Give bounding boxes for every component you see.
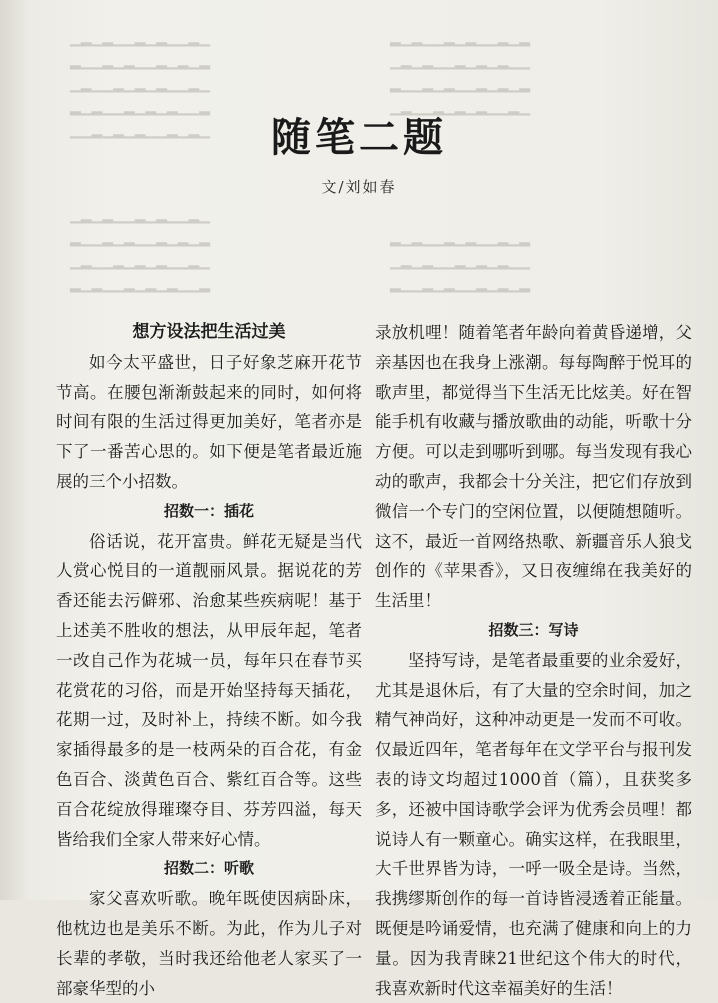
- right-column: [375, 318, 692, 1003]
- article-title: 随笔二题: [271, 114, 447, 161]
- tip3-paragraph: 坚持写诗，是笔者最重要的业余爱好，尤其是退休后，有了大量的空余时间，加之精气神尚好，这种冲动更是一发而不可收。仅最近四年，笔者每年在文学平台与报刊发表的诗文均超过1000首（篇），且获奖多多，还被中国诗歌学会评为优秀会员哩！都说诗人有一颗童心。确实这样，在我眼里，大千世界皆为诗，一呼一吸全是诗。当然，我携缪斯创作的每一首诗皆浸透着正能量。既便是吟诵爱情，也充满了健康和向上的力量。因为我青睐21世纪这个伟大的时代，我喜欢新时代这幸福美好的生活！: [375, 650, 692, 998]
- bleed-through-mid-left: ▁▂▁▂▁▁▂▁▂▁▁▂▁ ▂▁▁▂▁▂▁▁▂▁▂▁▂ ▁▂▁▁▂▁▂▁▂▁▁▂▁ ▂▁▂▁▁▂▁▂▁▂▁▁▂: [70, 208, 210, 293]
- tip1-paragraph: 俗话说，花开富贵。鲜花无疑是当代人赏心悦目的一道靓丽风景。据说花的芳香还能去污僻邪、治愈某些疾病呢！基于上述美不胜收的想法，从甲辰年起，笔者一改自己作为花城一员，每年只在春节买花赏花的习俗，而是开始坚持每天插花，花期一过，及时补上，持续不断。如今我家插得最多的是一枝两朵的百合花，有金色百合、淡黄色百合、紫红百合等。这些百合花绽放得璀璨夺目、芬芳四溢，每天皆给我们全家人带来好心情。: [56, 531, 362, 849]
- intro-paragraph: 如今太平盛世，日子好象芝麻开花节节高。在腰包渐渐鼓起来的同时，如何将时间有限的生活过得更加美好，笔者亦是下了一番苦心思的。如下便是笔者最近施展的三个小招数。: [56, 352, 362, 491]
- left-column: [56, 318, 362, 1003]
- bleed-through-right: ▂▁▂▁▁▂▁▂▁▁▂▁▂ ▁▂▁▂▁▁▂▁▂▁▂▁▁ ▂▁▁▂▁▂▁▁▂▁▂▁▂ ▁▂▁▁▂▁▂▁▂▁▁▂▁: [390, 31, 530, 116]
- tip2-paragraph-start: 家父喜欢听歌。晚年既使因病卧床，他枕边也是美乐不断。为此，作为儿子对长辈的孝敬，当时我还给他老人家买了一部豪华型的小: [56, 889, 362, 998]
- bleed-through-mid-right: ▂▁▂▁▁▂▁▂▁▁▂▁▂ ▁▂▁▂▁▁▂▁▂▁▂▁▁ ▂▁▁▂▁▂▁▁▂▁▂▁▂: [390, 231, 530, 293]
- tip2-paragraph-continued: 录放机哩！随着笔者年龄向着黄昏递增，父亲基因也在我身上涨潮。每每陶醉于悦耳的歌声里，都觉得当下生活无比炫美。好在智能手机有收藏与播放歌曲的动能，听歌十分方便。可以走到哪听到哪。每当发现有我心动的歌声，我都会十分关注，把它们存放到微信一个专门的空闲位置，以便随想随听。这不，最近一首网络热歌、新疆音乐人狼戈创作的《苹果香》，又日夜缠绵在我美好的生活里！: [375, 323, 692, 611]
- tip1-heading: 招数一：插花: [163, 501, 254, 520]
- bleed-through-left: ▁▂▁▂▁▁▂▁▂▁▁▂▁ ▂▁▁▂▁▂▁▁▂▁▂▁▂ ▁▂▁▁▂▁▂▁▂▁▁▂▁ ▂▁▂▁▁▂▁▂▁▂▁▁▂ ▁▁▂▁▂▁▂▁▁▂▁▂▁: [70, 31, 210, 139]
- tip3-heading: 招数三：写诗: [488, 620, 579, 639]
- article-author: 文/刘如春: [321, 178, 397, 196]
- tip2-heading: 招数二：听歌: [163, 859, 254, 878]
- section-heading: 想方设法把生活过美: [132, 322, 286, 342]
